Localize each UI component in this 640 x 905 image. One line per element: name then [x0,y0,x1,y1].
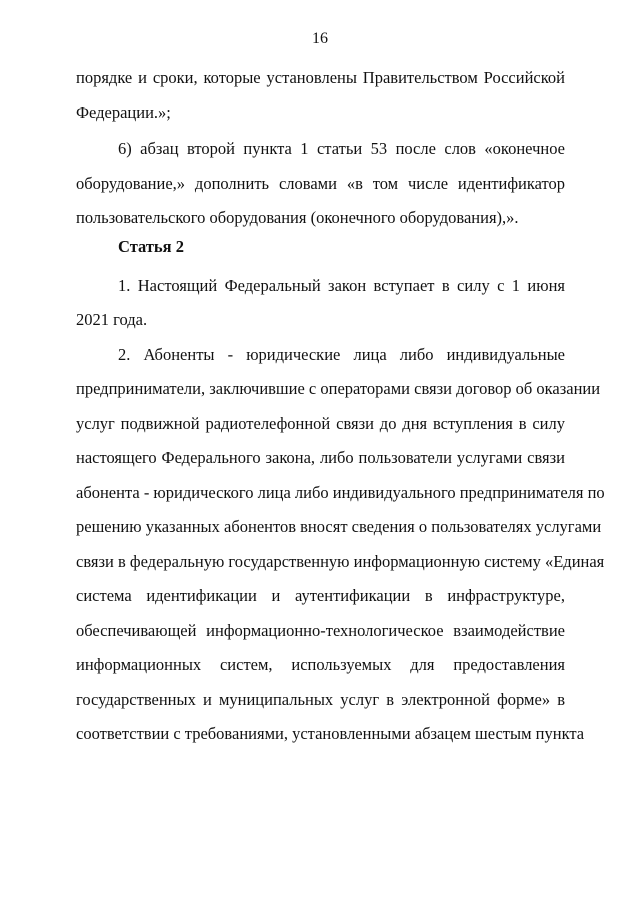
text-line: связи в федеральную государственную информационную систему «Единая [76,552,605,571]
text-line: абонента - юридического лица либо индивидуального предпринимателя по [76,483,605,502]
text-line: 1. Настоящий Федеральный закон вступает в силу с 1 июня [118,276,565,295]
text-line: пользовательского оборудования (оконечного оборудования),». [76,208,519,227]
article-heading: Статья 2 [118,237,184,256]
text-line: оборудование,» дополнить словами «в том числе идентификатор [76,174,565,193]
text-line: информационных систем, используемых для предоставления [76,655,565,674]
text-line: соответствии с требованиями, установленными абзацем шестым пункта [76,724,585,743]
text-line: Федерации.»; [76,103,171,122]
page-number: 16 [312,30,328,47]
text-line: система идентификации и аутентификации в инфраструктуре, [76,586,565,605]
text-line: 2021 года. [76,310,148,329]
text-line: 6) абзац второй пункта 1 статьи 53 после слов «оконечное [118,139,565,158]
text-line: услуг подвижной радиотелефонной связи до дня вступления в силу [76,414,565,433]
text-line: государственных и муниципальных услуг в электронной форме» в [76,690,565,709]
text-line: обеспечивающей информационно-технологическое взаимодействие [76,621,565,640]
text-line: настоящего Федерального закона, либо пользователи услугами связи [76,448,565,467]
text-line: предприниматели, заключившие с операторами связи договор об оказании [76,379,601,398]
text-line: порядке и сроки, которые установлены Правительством Российской [76,68,565,87]
text-line: 2. Абоненты - юридические лица либо индивидуальные [118,345,565,364]
text-line: решению указанных абонентов вносят сведения о пользователях услугами [76,517,602,536]
